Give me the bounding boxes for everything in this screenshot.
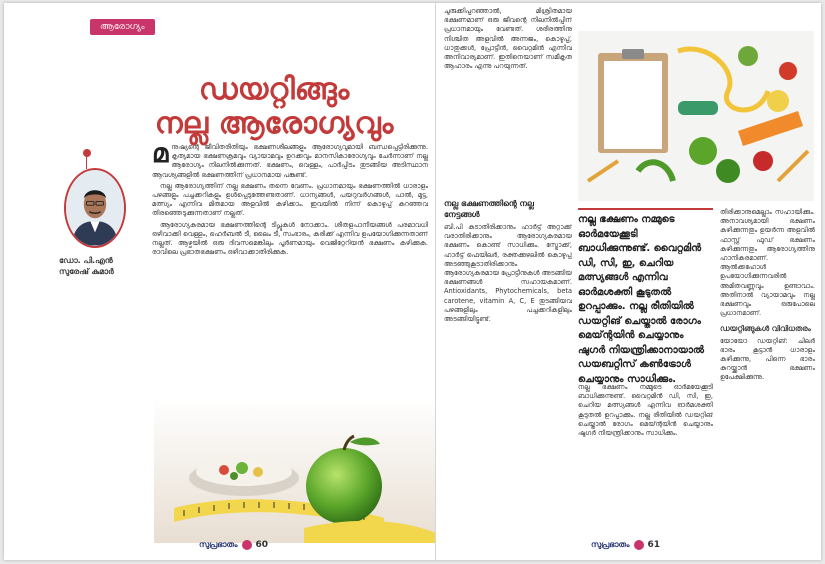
healthy-food-clipboard-icon xyxy=(578,31,814,201)
author-name xyxy=(59,255,139,277)
magazine-name: സുപ്രഭാതം xyxy=(199,540,238,549)
page-folio-left xyxy=(199,540,268,550)
title-line-2: നല്ല ആരോഗ്യവും xyxy=(154,106,394,141)
sub-heading: നല്ല ഭക്ഷണത്തിന്റെ നല്ല നേട്ടങ്ങൾ xyxy=(444,199,534,219)
article-title xyxy=(119,73,429,141)
right-col3 xyxy=(720,208,815,533)
folio-dot-icon xyxy=(242,540,252,550)
page-folio-right xyxy=(591,540,660,550)
pull-quote-rule xyxy=(578,208,713,210)
paragraph-2: നല്ല ആരോഗ്യത്തിന് നല്ല ഭക്ഷണം തന്നെ വേണം. പ്രധാനമായും ഭക്ഷണത്തിൽ ധാരാളം പഴങ്ങളും പച്ചക്കറികളും ഉൾപ്പെടുത്തേണ്ടതാണ്. ധാന്യങ്ങൾ, പയറുവർഗങ്ങൾ, പാൽ, മുട്ട, മത്സ്യം എന്നിവ മിതമായ അളവിൽ കഴിക്കാം. ഇവയിൽ നിന്ന് കൊഴുപ്പ് കുറഞ്ഞവ തിരഞ്ഞെടുക്കുന്നതാണ് നല്ലത്. xyxy=(152,181,428,218)
magazine-name-right: സുപ്രഭാതം xyxy=(591,540,630,549)
author-name-line-2: സുരേഷ് കുമാർ xyxy=(59,267,114,276)
right-col1-bottom: ബി.പി കുടാതിരിക്കാനും ഹാർട്ട് അറ്റാക്ക് വരാതിരിക്കാനും ആരോഗ്യകരമായ ഭക്ഷണം കൊണ്ട് സാധിക്കും. സ്ട്രോക്ക്, ഹാർട്ട് ഫെയിലർ, രക്തക്കുഴലിൽ കൊഴുപ്പ് അടഞ്ഞുകൂടാതിരിക്കാനും ആരോഗ്യകരമായ പ്രോട്ടീനുകൾ അടങ്ങിയ ഭക്ഷണങ്ങൾ സഹായകമാണ്. Antioxidants, Phytochemicals, beta carotene, vitamin A, C, E തുടങ്ങിയവ പഴങ്ങളിലും പച്ചക്കറികളിലും അടങ്ങിയിട്ടുണ്ട്. xyxy=(444,223,572,324)
paragraph-3: ആരോഗ്യകരമായ ഭക്ഷണത്തിന്റെ ടിപ്സുകൾ നോക്കാം. ശീതളപാനീയങ്ങൾ പരമാവധി ഒഴിവാക്കി വെള്ളം, ഹെർബൽ ടീ, ലൈം ടീ, സംഭാരം, കരിക്ക് എന്നിവ ഉപയോഗിക്കുന്നതാണ് നല്ലത്. ആഴ്ചയിൽ ഒരു ദിവസമെങ്കിലും പൂർണമായും വെജിറ്റേറിയൻ ഭക്ഷണം കഴിക്കുക. രാവിലെ പ്രഭാതഭക്ഷണം ഒഴിവാക്കാതിരിക്കുക. xyxy=(152,220,428,257)
right-col1-top: ചുരുക്കിപ്പറഞ്ഞാൽ, മിശ്രിതമായ ഭക്ഷണമാണ് ഒരു ജീവന്റെ നിലനിൽപ്പിന് പ്രധാനമായും വേണ്ടത്. ശരീരത്തിനു നിശ്ചിത അളവിൽ അന്നജം, കൊഴുപ്പ്, ധാതുക്കൾ, പ്രോട്ടീൻ, വൈറ്റമിൻ എന്നിവ അനിവാര്യമാണ്. ഇതിനെയാണ് സമീകൃത ആഹാരം എന്നു പറയുന്നത്. xyxy=(444,7,572,71)
intro-paragraph: നുഷ്യന്റെ ജീവിതരീതിയും ഭക്ഷണശീലങ്ങളും ആരോഗ്യവുമായി ബന്ധപ്പെട്ടിരിക്കുന്നു. കൃത്യമായ ഭക്ഷണക്രമവും വ്യായാമവും ഉറക്കവും മാനസികാരോഗ്യവും ചേർന്നാണ് നല്ല ആരോഗ്യം നിലനിൽക്കുന്നത്. ഭക്ഷണം, വെള്ളം, പാർപ്പിടം തുടങ്ങിയ അടിസ്ഥാന ആവശ്യങ്ങളിൽ ഭക്ഷണത്തിന് പ്രധാനമായ പങ്കുണ്ട്. xyxy=(152,143,428,179)
drop-cap: മ xyxy=(152,143,169,169)
pull-quote: നല്ല ഭക്ഷണം നമ്മുടെ ഓർമയേക്കൂടി ബാധിക്കുന്നുണ്ട്. വൈറ്റമിൻ ഡി, സി, ഇ, ചെറിയ മത്സ്യങ്ങൾ എന്നിവ ഓർമശക്തി കൂടുതൽ ഉറപ്പാക്കും. നല്ല രീതിയിൽ ഡയറ്റിങ് ചെയ്താൽ രോഗം മെയ്ന്റയിൻ ചെയ്യാനും ഷുഗർ നിയന്ത്രിക്കാനായാൽ ഡയബറ്റിസ് കൺട്രോൾ ചെയ്യാനും സാധിക്കും. xyxy=(578,214,705,385)
page-number-right: 61 xyxy=(647,540,661,550)
right-page xyxy=(436,3,821,560)
author-connector xyxy=(86,155,87,169)
author-marker xyxy=(83,149,91,157)
title-line-1: ഡയറ്റിങ്ങും xyxy=(198,72,350,107)
col3-heading: ഡയറ്റിങ്ങുകൾ വിവിധതരം xyxy=(720,324,811,334)
folio-dot-icon-right xyxy=(634,540,644,550)
right-col2-bottom: നല്ല ഭക്ഷണം നമ്മുടെ ഓർമയേക്കൂടി ബാധിക്കുന്നുണ്ട്. വൈറ്റമിൻ ഡി, സി, ഇ, ചെറിയ മത്സ്യങ്ങൾ എന്നിവ ഓർമശക്തി കൂടുതൽ ഉറപ്പാക്കും. നല്ല രീതിയിൽ ഡയറ്റിങ് ചെയ്താൽ രോഗം മെയ്ന്റയിൻ ചെയ്യാനും ഷുഗർ നിയന്ത്രിക്കാനും സാധിക്കും. xyxy=(578,383,713,438)
author-photo xyxy=(64,168,126,248)
col3-tail: യോയോ ഡയറ്റിങ്: ചിലർ ഭാരം കൂട്ടാൻ ധാരാളം കഴിക്കുന്നു, പിന്നെ ഭാരം കുറയ്ക്കാൻ ഭക്ഷണം ഉപേക്ഷിക്കുന്നു. xyxy=(720,336,815,382)
col3-paragraph: തിരിക്കാനുമെല്ലാം സഹായിക്കും. അനാവശ്യമായി ഭക്ഷണം കഴിക്കുന്നതും ഉയർന്ന അളവിൽ ഫാസ്റ്റ് ഫുഡ് ഭക്ഷണം കഴിക്കുന്നതും ആരോഗ്യത്തിനു ഹാനികരമാണ്. ആൽക്കഹോൾ ഉപയോഗിക്കുന്നവരിൽ അമിതവണ്ണവും ഉണ്ടാവാം. അതിനാൽ വ്യായാമവും നല്ല ഭക്ഷണവും ഒരുപോലെ പ്രധാനമാണ്. xyxy=(720,208,815,318)
author-portrait-icon xyxy=(66,170,124,246)
left-page xyxy=(4,3,436,560)
page-number: 60 xyxy=(255,540,269,550)
magazine-spread xyxy=(4,3,821,560)
author-name-line-1: ഡോ. പി.എൻ xyxy=(59,256,113,265)
intro-column xyxy=(152,143,428,398)
diet-food-photo xyxy=(578,31,814,201)
apple-tape-photo xyxy=(154,398,436,543)
section-tag: ആരോഗ്യം xyxy=(90,19,155,35)
apple-measuring-tape-icon xyxy=(154,398,436,543)
